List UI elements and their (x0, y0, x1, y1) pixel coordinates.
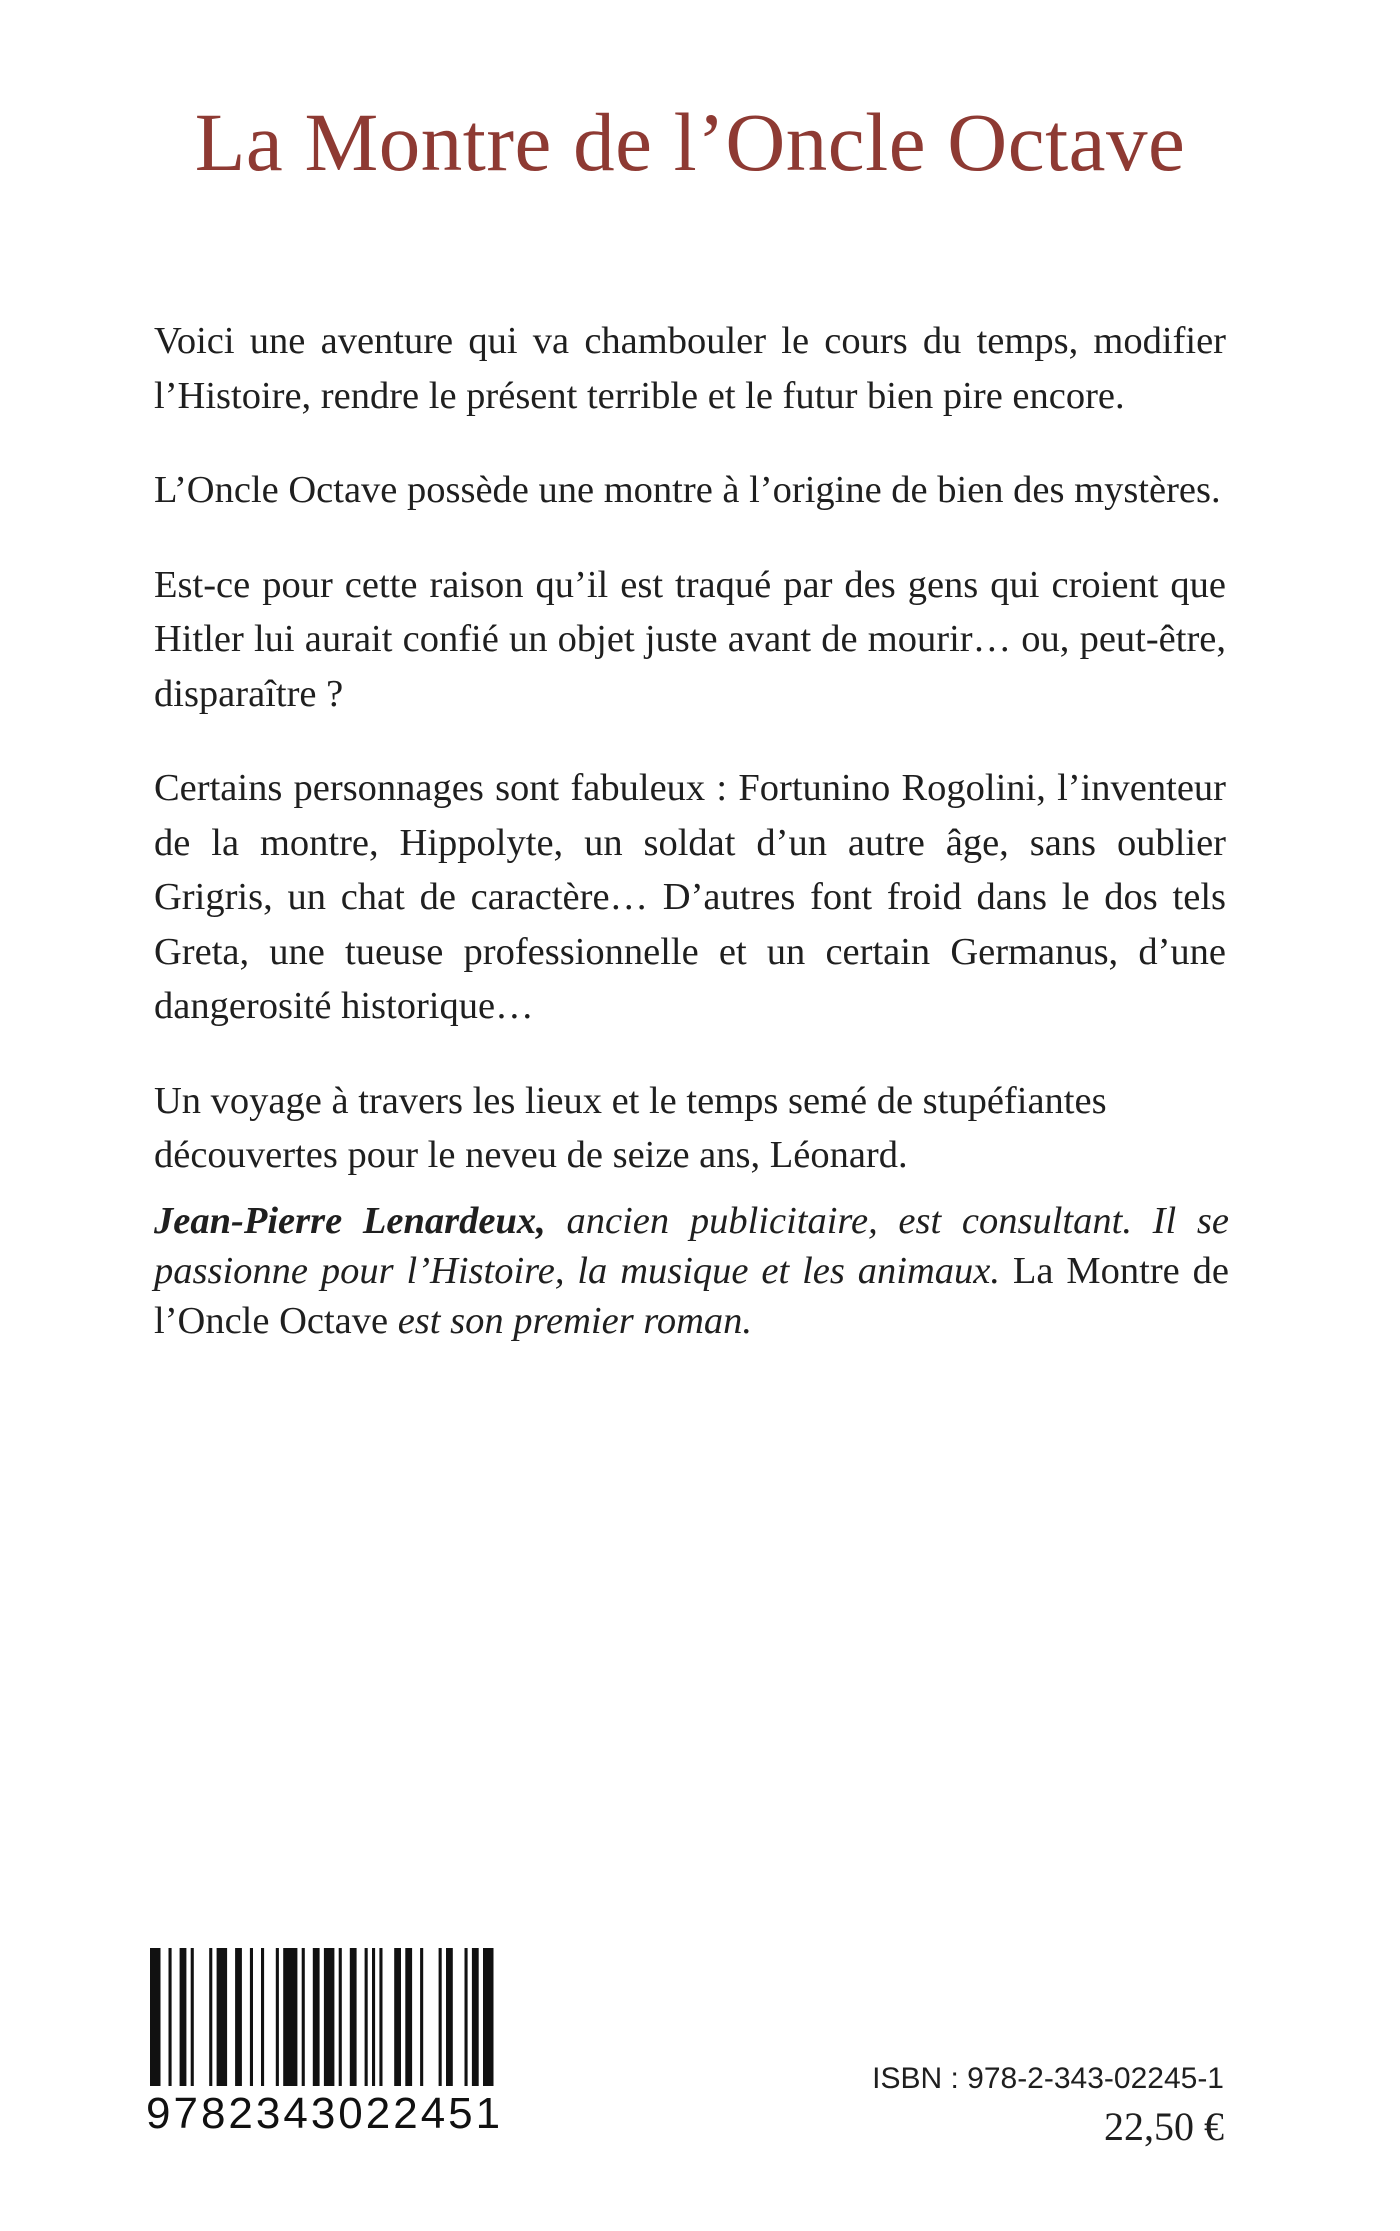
author-bio (154, 1196, 1229, 1346)
book-title: La Montre de l’Oncle Octave (194, 96, 1186, 188)
blurb-paragraph-5: Un voyage à travers les lieux et le temps semé de stupéfiantes découvertes pour le neveu de seize ans, Léonard. (154, 1079, 1107, 1176)
blurb-paragraph-1: Voici une aventure qui va chambouler le cours du temps, modifier l’Histoire, rendre le présent terrible et le futur bien pire encore. (154, 320, 1226, 417)
blurb-paragraph-4: Certains personnages sont fabuleux : Fortunino Rogolini, l’inventeur de la montre, Hippolyte, un soldat d’un autre âge, sans oublier Grigris, un chat de caractère… D’autres font froid dans le dos tels Greta, une tueuse professionnelle et un certain Germanus, d’une dangerosité historique… (154, 767, 1226, 1027)
barcode-digits: 9782343022451 (146, 2086, 501, 2142)
price: 22,50 € (1104, 2104, 1224, 2149)
author-bio-text: ancien publicitaire, est consultant. Il se passionne pour l’Histoire, la musique et les animaux. (154, 1200, 1229, 1292)
barcode (146, 1948, 504, 2140)
author-name: Jean-Pierre Lenardeux, (154, 1200, 546, 1242)
blurb-paragraph-2: L’Oncle Octave possède une montre à l’origine de bien des mystères. (154, 469, 1221, 511)
blurb-paragraph-3: Est-ce pour cette raison qu’il est traqué par des gens qui croient que Hitler lui aurait confié un objet juste avant de mourir… ou, peut-être, disparaître ? (154, 563, 1226, 715)
author-book-title: La Montre de l’Oncle Octave (154, 1250, 1229, 1342)
isbn: ISBN : 978-2-343-02245-1 (872, 2062, 1224, 2095)
back-cover-blurb (154, 314, 1226, 1223)
author-bio-text-2: est son premier roman. (397, 1300, 753, 1342)
